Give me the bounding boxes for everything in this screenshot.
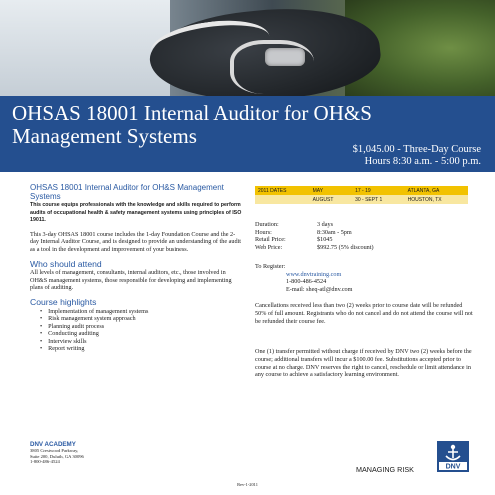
retail-label: Retail Price: xyxy=(255,236,286,244)
register-label: To Register: xyxy=(255,263,286,270)
hero-photo xyxy=(0,0,495,96)
right-column xyxy=(255,186,473,379)
address-line-2: Suite 200, Duluth, GA 30096 xyxy=(30,453,84,459)
price-line: $1,045.00 - Three-Day Course xyxy=(352,144,481,155)
cancellation-policy: Cancellations received less than two (2) weeks prior to course date will be refunded 50% of full amount. Registrants who do not cancel and do not attend the course will not be refunded their course fee. xyxy=(255,302,473,325)
register-phone: 1-800-486-4524 xyxy=(286,278,327,286)
who-text: All levels of management, consultants, internal auditors, etc., those involved in OH&S management systems, those responsible for developing and implementing plans of auditing. xyxy=(30,269,232,292)
highlights-list xyxy=(30,308,242,352)
duration-value: 3 days xyxy=(317,221,333,228)
intro-text: This 3-day OHSAS 18001 course includes the 1-day Foundation Course and the 2-day Internal Auditor Course, and is designed to provide an understanding of the audit as a tool in the development and improvement of your business. xyxy=(30,230,242,253)
footer-phone: 1-800-486-4524 xyxy=(30,459,60,465)
transfer-policy: One (1) transfer permitted without charge if received by DNV two (2) weeks before the course; additional transfers will incur a $100.00 fee. Substitutions accepted prior to course at no charge. DNV reserves the right to cancel, reschedule or limit attendance in any course to achieve a satisfactory learning environment. xyxy=(255,348,472,379)
footer-address xyxy=(30,441,180,465)
revision-note: Rev-1-2011 xyxy=(237,482,258,487)
register-email[interactable]: E-mail: sheq-atl@dnv.com xyxy=(286,285,353,293)
address-line-1: 3805 Crestwood Parkway, xyxy=(30,448,79,453)
academy-name: DNV ACADEMY xyxy=(30,441,76,448)
location-cell: HOUSTON, TX xyxy=(405,195,468,204)
register-info xyxy=(255,263,473,293)
logo-text: DNV xyxy=(445,463,461,471)
list-item: • Implementation of management systems xyxy=(40,308,242,315)
course-details xyxy=(255,221,473,251)
web-label: Web Price: xyxy=(255,243,283,251)
managing-risk-tagline: MANAGING RISK xyxy=(356,465,414,474)
days-cell: 30 - SEPT 1 xyxy=(352,195,405,204)
dates-label: 2011 DATES xyxy=(255,186,310,195)
hours-value: 8:30am - 5pm xyxy=(317,228,352,236)
retail-value: $1045 xyxy=(317,236,333,244)
month-cell: AUGUST xyxy=(310,195,353,204)
days-cell: 17 - 19 xyxy=(352,186,405,195)
web-value: $992.75 (5% discount) xyxy=(317,243,374,251)
course-title: OHSAS 18001 Internal Auditor for OH&S Management Systems xyxy=(12,101,372,148)
course-heading: OHSAS 18001 Internal Auditor for OH&S Management Systems xyxy=(30,183,224,201)
title-banner xyxy=(0,96,495,172)
highlights-heading: Course highlights xyxy=(30,297,97,308)
dates-label xyxy=(255,195,310,204)
list-item: • Planning audit process xyxy=(40,323,242,330)
dates-table xyxy=(255,186,468,204)
list-item: • Report writing xyxy=(40,345,242,352)
register-link[interactable]: www.dnvtraining.com xyxy=(286,270,342,278)
table-row xyxy=(255,186,468,195)
intro-bold: This course equips professionals with the knowledge and skills required to perform audits of occupational health & safety management systems using principles of ISO 19011. xyxy=(30,202,242,223)
hours-label: Hours: xyxy=(255,228,272,236)
location-cell: ATLANTA, GA xyxy=(405,186,468,195)
table-row xyxy=(255,195,468,204)
duration-label: Duration: xyxy=(255,221,279,228)
list-item: • Risk management system approach xyxy=(40,315,242,322)
month-cell: MAY xyxy=(310,186,353,195)
list-item: • Interview skills xyxy=(40,338,242,345)
left-column xyxy=(30,183,242,353)
who-heading: Who should attend xyxy=(30,259,102,270)
list-item: • Conducting auditing xyxy=(40,330,242,337)
price-info xyxy=(353,144,481,168)
dnv-logo-icon xyxy=(437,441,469,472)
hours-line: Hours 8:30 a.m. - 5:00 p.m. xyxy=(364,156,481,167)
